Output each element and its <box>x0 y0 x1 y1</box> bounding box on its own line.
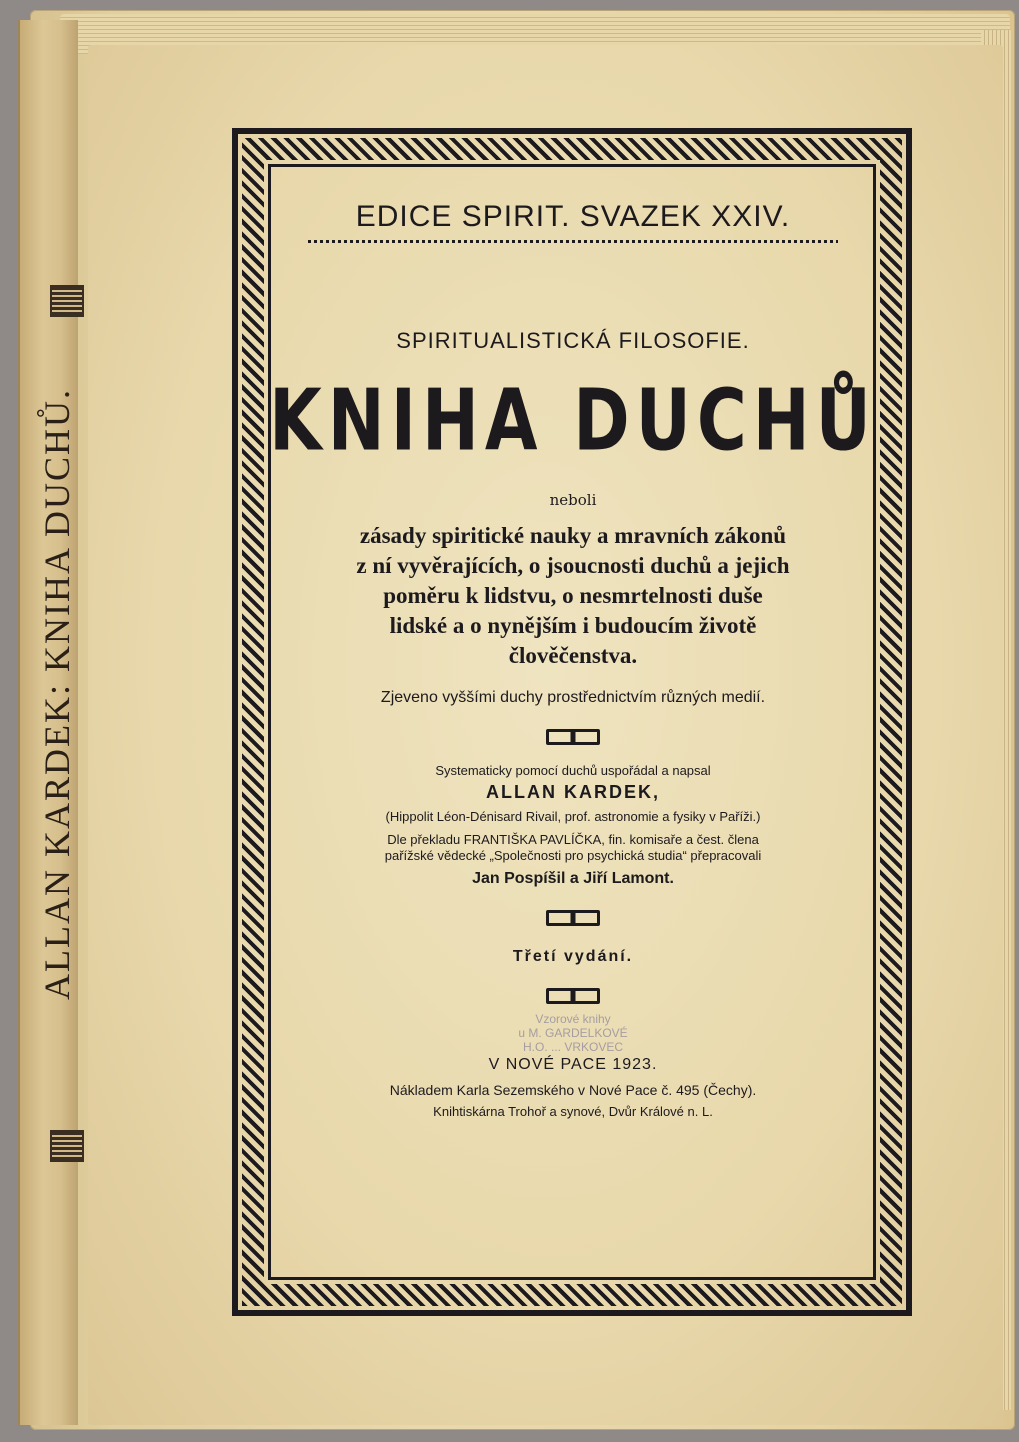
dotted-rule <box>308 240 838 243</box>
publisher: Nákladem Karla Sezemského v Nové Pace č. 495 (Čechy). <box>389 1082 757 1098</box>
author-note: (Hippolit Léon-Dénisard Rivail, prof. astronomie a fysiky v Paříži.) <box>385 809 761 824</box>
stamp-line: Vzorové knihy <box>535 1012 611 1026</box>
revealed-line: Zjeveno vyššími duchy prostřednictvím různých medií. <box>380 689 766 706</box>
ornament-1 <box>546 729 600 745</box>
place-year: V NOVÉ PACE 1923. <box>488 1056 658 1073</box>
translation-line: pařížské vědecké „Společnosti pro psychická studia“ přepracovali <box>384 848 762 863</box>
editors: Jan Pospíšil a Jiří Lamont. <box>472 870 674 887</box>
book-title: KNIHA DUCHŮ <box>269 372 877 471</box>
printer: Knihtiskárna Trohoř a synové, Dvůr Králové n. L. <box>433 1104 713 1119</box>
spine-label-bottom <box>50 1130 84 1162</box>
description-line: člověčenstva. <box>508 643 638 668</box>
author-name: ALLAN KARDEK, <box>486 782 660 802</box>
translation-note <box>268 832 878 864</box>
description-line: poměru k lidstvu, o nesmrtelnosti duše <box>383 583 763 608</box>
cover-content <box>268 165 878 1280</box>
ownership-stamp <box>268 1012 878 1054</box>
arranged-by: Systematicky pomocí duchů uspořádal a napsal <box>435 763 711 778</box>
description-line: z ní vyvěrajících, o jsoucnosti duchů a jejich <box>356 553 790 578</box>
ornament-3 <box>546 988 600 1004</box>
description-line: zásady spiritické nauky a mravních zákonů <box>359 523 787 548</box>
stamp-line: u M. GARDELKOVÉ <box>518 1026 628 1040</box>
description-line: lidské a o nynějším i budoucím životě <box>389 613 757 638</box>
stamp-line: H.O. ... VRKOVEC <box>522 1040 624 1054</box>
series-title: EDICE SPIRIT. SVAZEK XXIV. <box>355 200 791 233</box>
spine-title: ALLAN KARDEK: KNIHA DUCHŮ. <box>37 388 77 1000</box>
ornament-2 <box>546 910 600 926</box>
translation-line: Dle překladu FRANTIŠKA PAVLÍČKA, fin. komisaře a čest. člena <box>387 832 759 847</box>
description <box>288 521 858 671</box>
subtitle: SPIRITUALISTICKÁ FILOSOFIE. <box>396 328 750 353</box>
neboli-text: neboli <box>549 491 597 509</box>
spine-label-top <box>50 285 84 317</box>
edition: Třetí vydání. <box>512 948 634 965</box>
